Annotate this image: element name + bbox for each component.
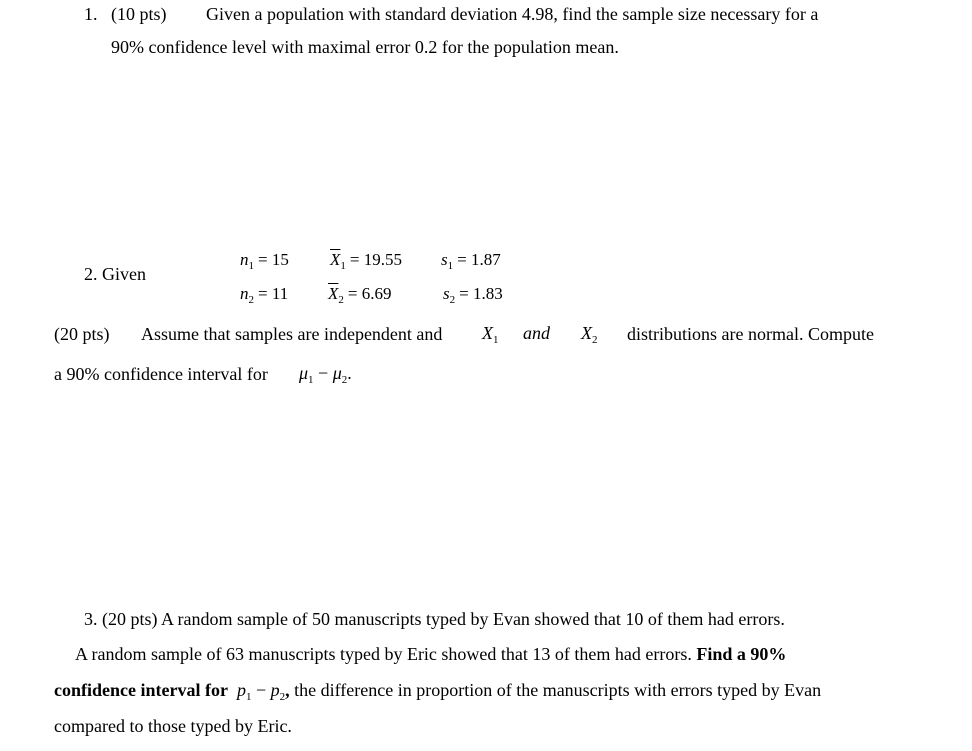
q2-and-word: and (523, 323, 550, 343)
q3-line2 (75, 644, 786, 665)
q1-points: (10 pts) (111, 4, 167, 24)
q2-n2-value: = 11 (258, 284, 289, 303)
q2-assume-b: distributions are normal. Compute (627, 324, 874, 344)
q1-line1: Given a population with standard deviation 4.98, find the sample size necessary for a (206, 4, 819, 24)
q3-line1: 3. (20 pts) A random sample of 50 manuscripts typed by Evan showed that 10 of them had errors. (84, 609, 785, 629)
q2-assume-a: Assume that samples are independent and (141, 324, 443, 344)
q2-s1-value: = 1.87 (457, 250, 501, 269)
q2-s1: $s_1 = 1.87$ (441, 250, 501, 272)
q2-points: (20 pts) (54, 324, 110, 344)
q3-line3b: the difference in proportion of the manuscripts with errors typed by Evan (294, 680, 822, 700)
q2-mu-diff: $\mu_1 - \mu_2$. (299, 363, 352, 386)
q2-x1-symbol: $X_1$ (482, 323, 499, 346)
q2-xbar1-value: = 19.55 (349, 250, 402, 269)
q3-line2b: Find a 90% (696, 644, 787, 664)
q2-ci-line: a 90% confidence interval for (54, 364, 268, 384)
q3-p-diff: $p_1$ (232, 680, 252, 703)
q2-ci-end: . (347, 363, 352, 383)
q2-s2: $s_2 = 1.83$ (443, 284, 503, 306)
q2-xbar2: $\overline{X}_2 = 6.69$ (328, 284, 392, 306)
q3-line3a: confidence interval for (54, 680, 228, 700)
q2-label: 2. Given (84, 264, 146, 284)
q3-line4: compared to those typed by Eric. (54, 716, 292, 736)
q1-line2: 90% confidence level with maximal error 0.2 for the population mean. (111, 37, 619, 57)
q3-line2a: A random sample of 63 manuscripts typed by Eric showed that 13 of them had errors. (75, 644, 692, 664)
q2-n1-value: = 15 (258, 250, 289, 269)
q2-n2: $n_2 = 11$ (240, 284, 289, 306)
q2-x2-symbol: $X_2$ (581, 323, 598, 346)
q3-line3: confidence interval for $p_1 - p_2$, the difference in proportion of the manuscripts with errors typed by Evan (54, 680, 822, 703)
q1-number: 1. (84, 4, 98, 24)
q2-s2-value: = 1.83 (459, 284, 503, 303)
q2-n1: $n_1 = 15$ (240, 250, 289, 272)
q2-xbar1: $\overline{X}_1 = 19.55$ (330, 250, 402, 272)
q2-xbar2-value: = 6.69 (347, 284, 392, 303)
